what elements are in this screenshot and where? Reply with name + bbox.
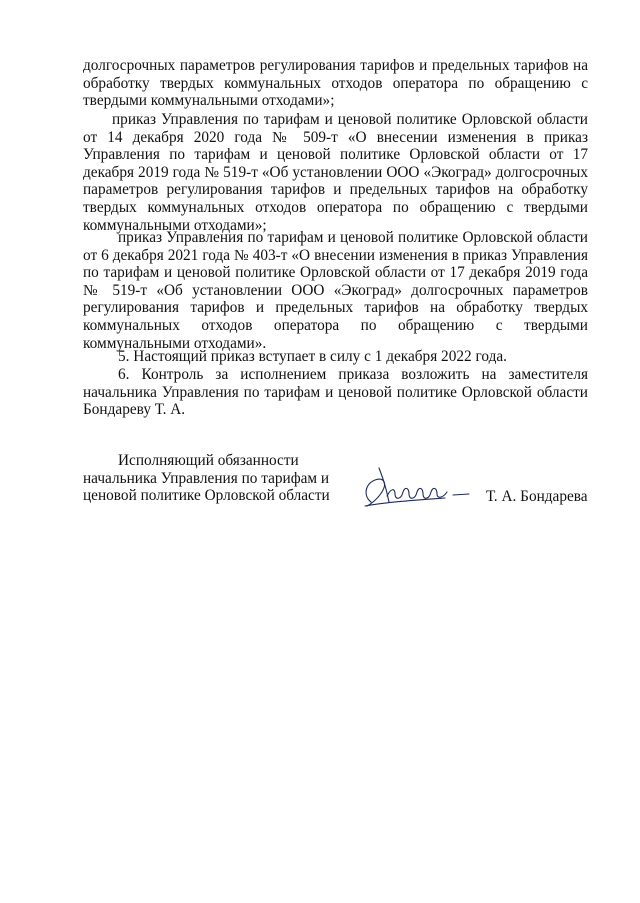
handwritten-signature bbox=[357, 462, 477, 512]
signer-position-line: начальника Управления по тарифам и bbox=[83, 469, 330, 487]
signer-name: Т. А. Бондарева bbox=[486, 488, 588, 505]
signer-position-line: ценовой политике Орловской области bbox=[83, 487, 330, 505]
signer-position-line: Исполняющий обязанности bbox=[118, 452, 299, 469]
paragraph-item-6: 6. Контроль за исполнением приказа возложить на заместителя начальника Управления по тарифам и ценовой политике Орловской области Бондареву Т. А. bbox=[83, 366, 588, 419]
paragraph-order-2020: приказ Управления по тарифам и ценовой политике Орловской области от 14 декабря 2020 года № 509-т «О внесении изменения в приказ Управления по тарифам и ценовой политике Орловской области от 17 декабря 2019 года № 519-т «Об установлении ООО «Экоград» долгосрочных параметров регулирования тарифов и предельных тарифов на обработку твердых коммунальных отходов оператора по обращению с твердыми коммунальными отходами»; bbox=[83, 111, 588, 234]
paragraph-continuation: долгосрочных параметров регулирования тарифов и предельных тарифов на обработку твердых коммунальных отходов оператора по обращению с твердыми коммунальными отходами»; bbox=[83, 57, 588, 110]
paragraph-item-5: 5. Настоящий приказ вступает в силу с 1 декабря 2022 года. bbox=[118, 348, 507, 365]
signer-position bbox=[83, 452, 343, 505]
paragraph-order-2021: приказ Управления по тарифам и ценовой политике Орловской области от 6 декабря 2021 года № 403-т «О внесении изменения в приказ Управления по тарифам и ценовой политике Орловской области от 17 декабря 2019 года № 519-т «Об установлении ООО «Экоград» долгосрочных параметров регулирования тарифов и предельных тарифов на обработку твердых коммунальных отходов оператора по обращению с твердыми коммунальными отходами». bbox=[83, 229, 588, 352]
